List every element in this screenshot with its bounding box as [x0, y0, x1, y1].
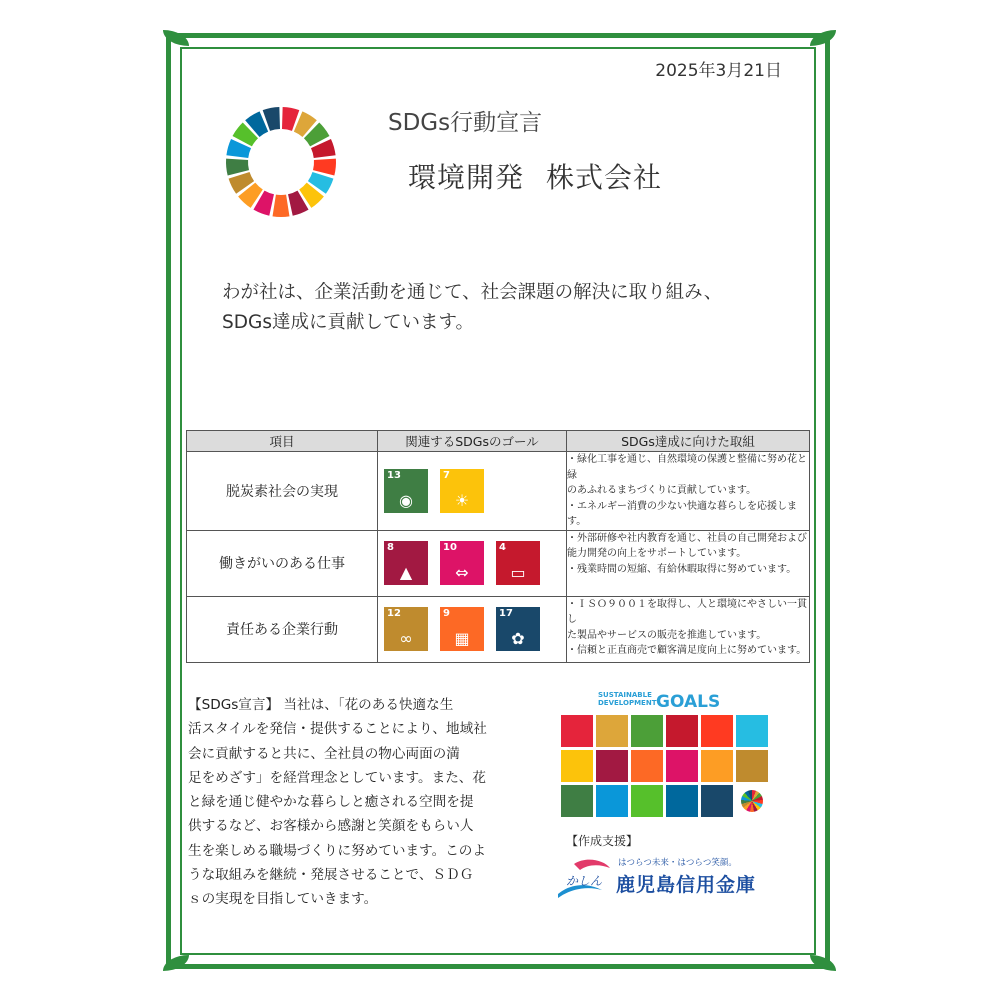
row-item: 脱炭素社会の実現: [187, 452, 378, 531]
header-actions: SDGs達成に向けた取組: [567, 431, 810, 452]
declaration-date: 2025年3月21日: [655, 61, 782, 81]
sdg-goal-tile: [384, 541, 428, 585]
goal-number: 7: [443, 469, 450, 481]
support-label: 【作成支援】: [566, 834, 639, 848]
action-line: ・緑化工事を通じ、自然環境の保護と整備に努め花と緑: [567, 454, 807, 481]
sdg-grid-tile: [561, 785, 593, 817]
row-goals: [378, 596, 567, 662]
sdg-grid-tile: [701, 785, 733, 817]
eye-globe-icon: ◉: [399, 490, 413, 510]
sdg-logo-line-2: DEVELOPMENT: [598, 699, 657, 707]
sdg-grid-tile: [596, 715, 628, 747]
sdg-grid-tile: [701, 750, 733, 782]
sdg-grid-tile: [736, 715, 768, 747]
company-name: [408, 156, 662, 196]
action-line: ・残業時間の短縮、有給休暇取得に努めています。: [567, 563, 797, 575]
cubes-icon: ▦: [454, 629, 470, 648]
sdg-goal-tile: [440, 607, 484, 651]
sdg-goal-tile: [496, 607, 540, 651]
header-goals: 関連するSDGsのゴール: [378, 431, 567, 452]
bank-logo: [556, 856, 796, 900]
action-line: のあふれるまちづくりに貢献しています。: [567, 485, 757, 496]
sdg-goal-tile: [384, 607, 428, 651]
goal-number: 9: [443, 608, 450, 619]
row-actions: [567, 596, 810, 662]
goal-number: 13: [387, 469, 401, 481]
bank-tagline: はつらつ未来・はつらつ笑顔。: [618, 858, 737, 868]
growth-chart-icon: ▲: [399, 563, 413, 582]
table-row: [187, 530, 810, 596]
row-item: 責任ある企業行動: [187, 596, 378, 662]
goal-icon-row: [378, 607, 566, 651]
sdg-grid-tile: [561, 715, 593, 747]
table-row: [187, 452, 810, 531]
action-line: ・エネルギー消費の少ない快適な暮らしを応援します。: [567, 500, 797, 527]
row-goals: [378, 452, 567, 531]
sdg-goal-tile: [440, 469, 484, 513]
sdg-goal-tile: [440, 541, 484, 585]
sdg-goals-grid: [561, 715, 771, 817]
header-item: 項目: [187, 431, 378, 452]
action-line: ・信頼と正直商売で顧客満足度向上に努めています。: [567, 645, 807, 656]
row-goals: [378, 530, 567, 596]
goal-icon-row: [378, 541, 566, 585]
sdg-grid-tile: [631, 715, 663, 747]
mission-line-2: SDGs達成に貢献しています。: [222, 312, 474, 333]
sdg-goal-tile: [496, 541, 540, 585]
goal-number: 17: [499, 608, 513, 619]
sdg-grid-tile: [561, 750, 593, 782]
sdgs-wheel-logo: [224, 105, 338, 219]
flower-ring-icon: ✿: [511, 629, 525, 648]
wheel-segment: [273, 195, 290, 217]
bank-name: 鹿児島信用金庫: [616, 874, 757, 896]
goal-number: 8: [387, 542, 394, 553]
row-actions: [567, 530, 810, 596]
table-body: [187, 452, 810, 663]
table-header-row: [187, 431, 810, 452]
goal-number: 10: [443, 542, 457, 553]
sdg-wheel-tile-icon: [741, 790, 763, 812]
table-row: [187, 596, 810, 662]
sdg-goals-logo: [598, 691, 721, 712]
goal-number: 4: [499, 542, 506, 553]
sdg-grid-tile: [701, 715, 733, 747]
action-line: 能力開発の向上をサポートしています。: [567, 548, 747, 559]
sdg-grid-tile: [596, 785, 628, 817]
company-name-part-2: 株式会社: [546, 161, 663, 194]
declaration-title: SDGs行動宣言: [388, 110, 543, 136]
sdg-grid-tile: [631, 750, 663, 782]
sdg-grid-tile: [666, 785, 698, 817]
mission-statement: [222, 278, 722, 338]
row-item: 働きがいのある仕事: [187, 530, 378, 596]
equality-icon: ⇔: [455, 563, 469, 582]
sdg-grid-tile: [666, 750, 698, 782]
sdg-goal-tile: [384, 469, 428, 513]
sdg-logo-line-1: SUSTAINABLE: [598, 691, 652, 699]
company-name-part-1: 環境開発: [408, 161, 525, 194]
infinity-icon: ∞: [399, 629, 413, 648]
action-line: ・外部研修や社内教育を通じ、社員の自己開発および: [567, 532, 807, 544]
wheel-segment: [313, 159, 336, 176]
mission-line-1: わが社は、企業活動を通じて、社会課題の解決に取り組み、: [222, 282, 723, 303]
sdg-grid-tile: [666, 715, 698, 747]
action-line: た製品やサービスの販売を推進しています。: [567, 629, 767, 641]
sdg-logo-goals: GOALS: [656, 692, 721, 712]
bank-short-name: かしん: [566, 874, 603, 888]
book-icon: ▭: [510, 563, 526, 582]
sdgs-statement: 【SDGs宣言】 当社は、「花のある快適な生 活スタイルを発信・提供することにより、地域社 会に貢献すると共に、全社員の物心両面の満 足をめざす」を経営理念としています。また、花 と緑を通じ健やかな暮らしと癒される空間を提 供するなど、お客様から感謝と笑顔をもらい人 生を楽しめる職場づくりに努めています。このよ うな取組みを継続・発展させることで、ＳＤＧ ｓの実現を目指していきます。: [188, 697, 487, 908]
sdg-grid-tile: [631, 785, 663, 817]
sdgs-goals-table: [186, 430, 810, 663]
goal-number: 12: [387, 608, 401, 619]
goal-icon-row: [378, 469, 566, 513]
sun-icon: ☀: [454, 490, 470, 510]
action-line: ・ＩＳＯ９００１を取得し、人と環境にやさしい一貫し: [567, 598, 807, 625]
sdg-grid-tile: [736, 750, 768, 782]
wheel-segment: [226, 159, 249, 176]
row-actions: [567, 452, 810, 531]
sdg-grid-tile: [596, 750, 628, 782]
